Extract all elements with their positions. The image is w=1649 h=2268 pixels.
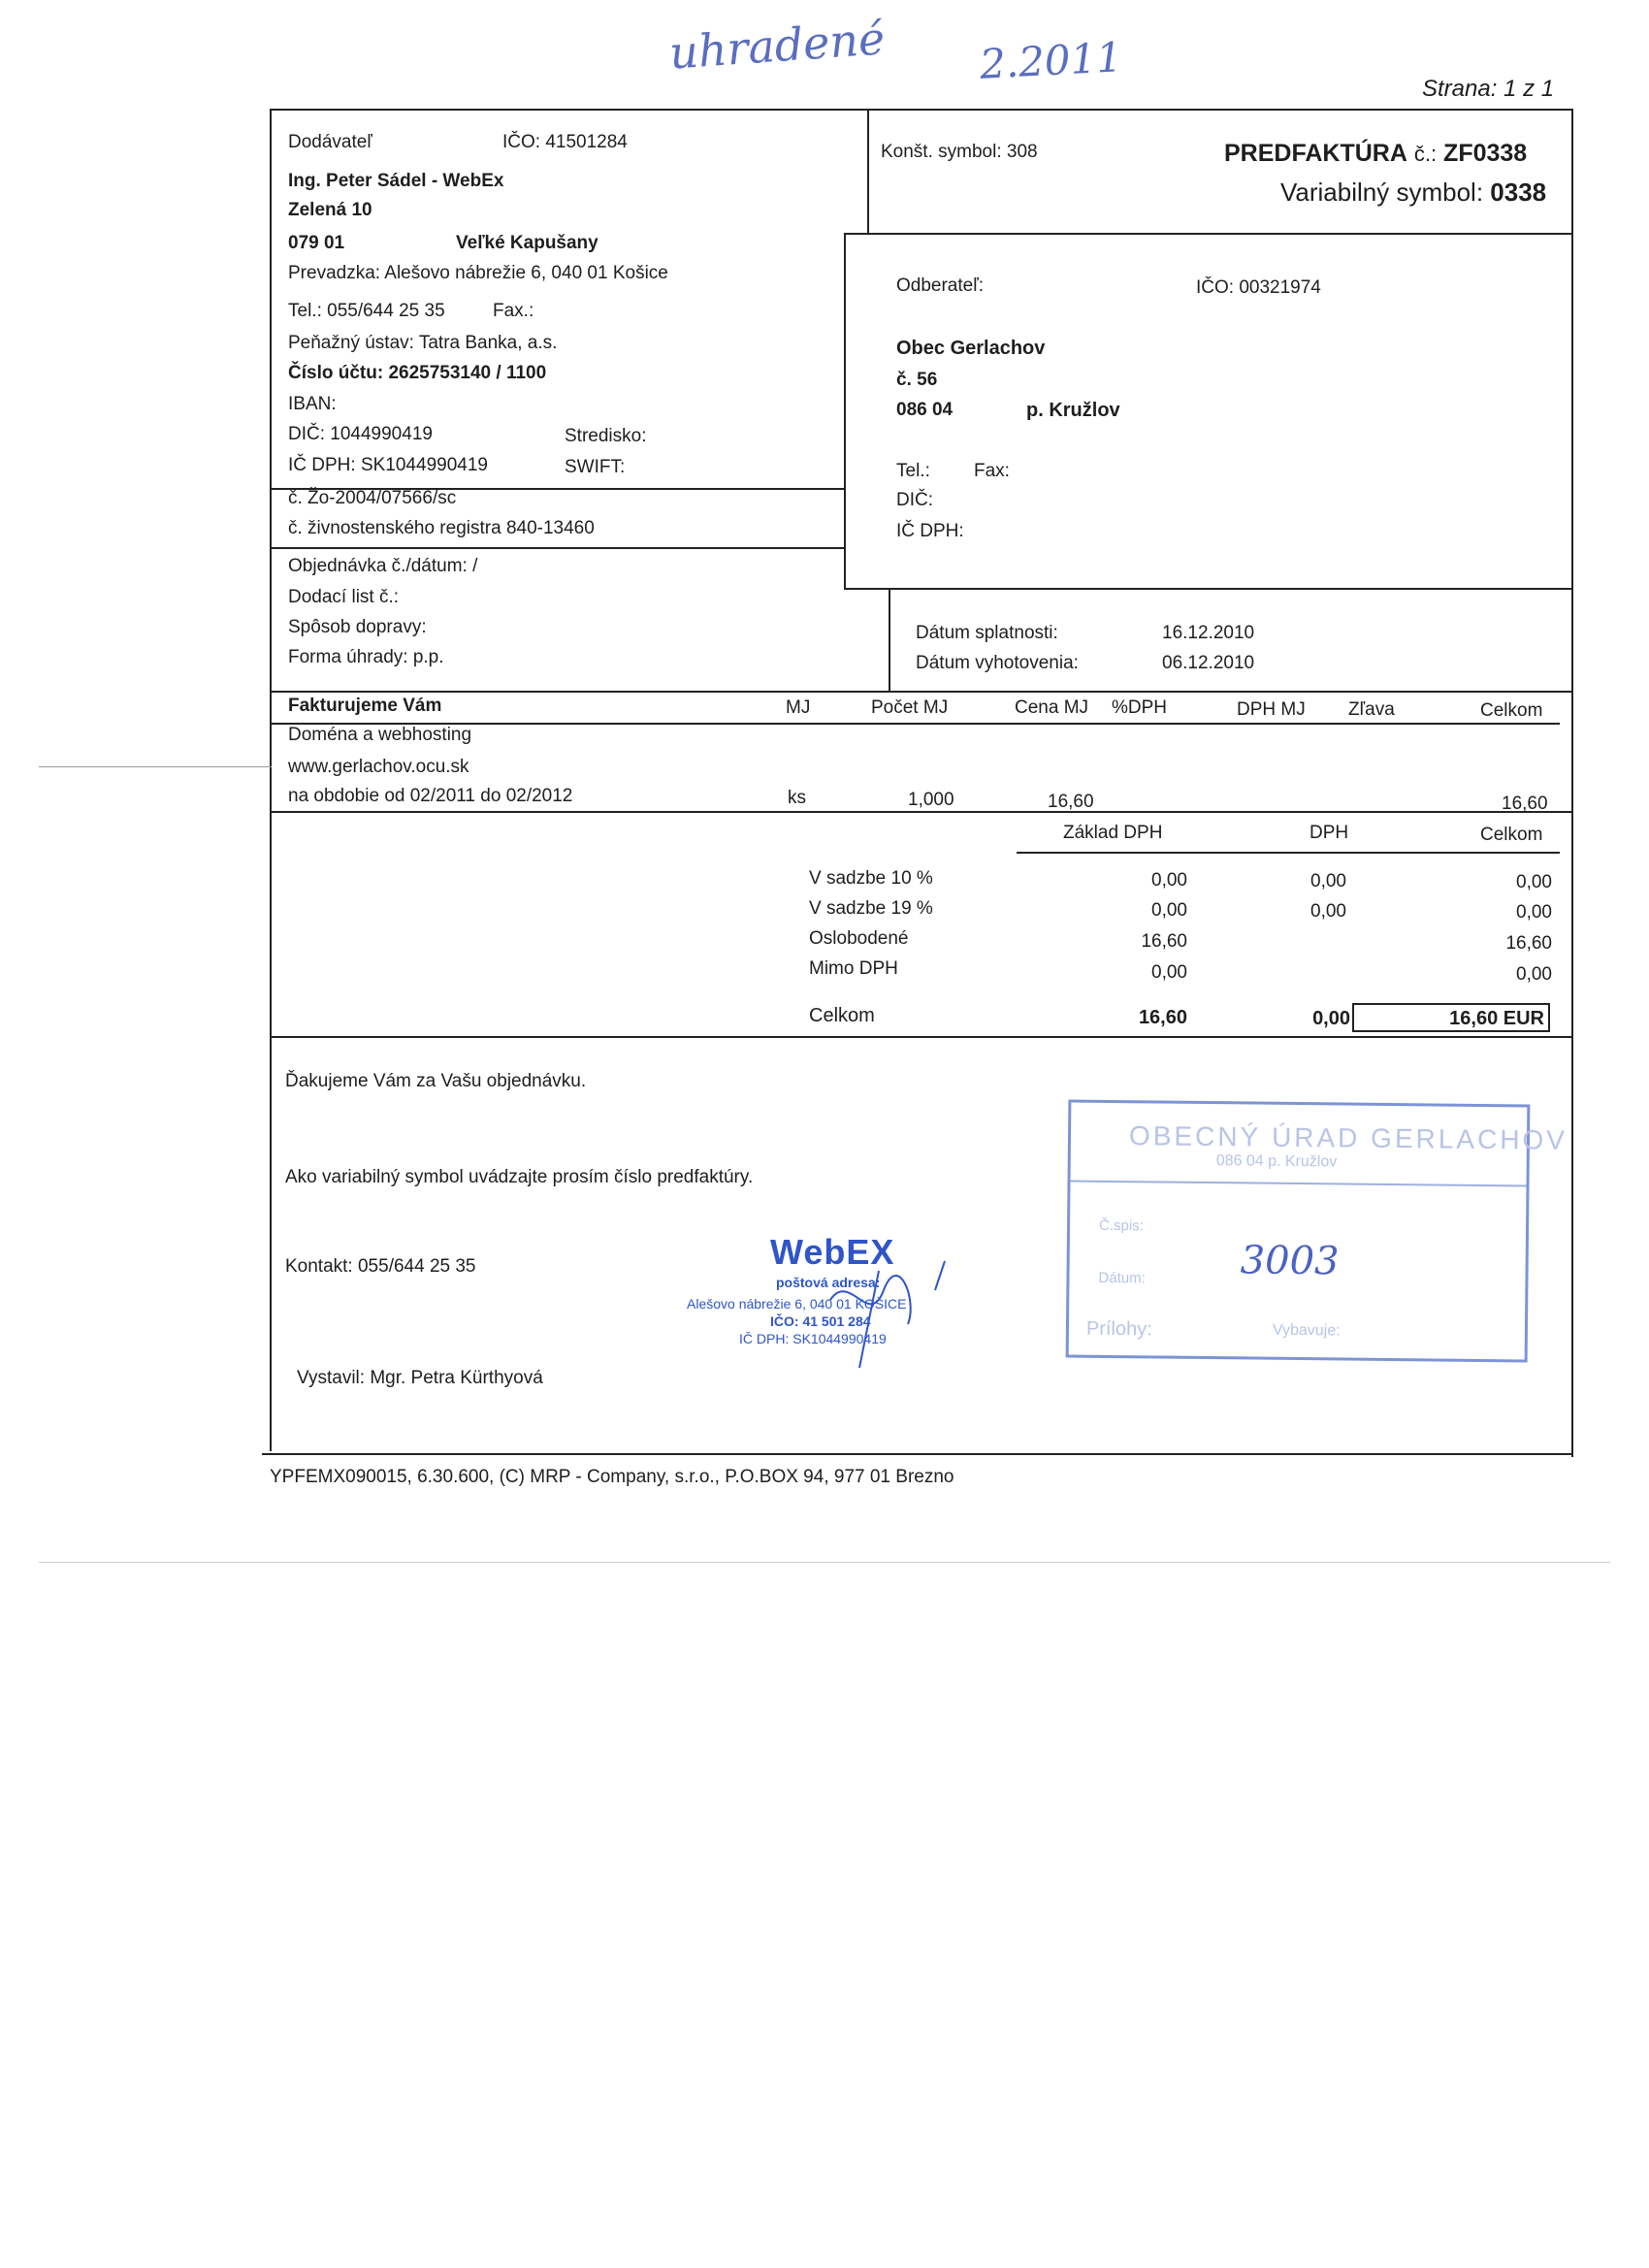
thank-you-note: Ďakujeme Vám za Vašu objednávku. — [285, 1071, 587, 1091]
variable-symbol-value: 0338 — [1490, 178, 1547, 207]
summary-row-total: 0,00 — [1516, 872, 1552, 892]
order-number: Objednávka č./dátum: / — [288, 556, 478, 576]
document-number: ZF0338 — [1443, 140, 1528, 167]
summary-row-vat: 0,00 — [1310, 871, 1346, 891]
supplier-tel: Tel.: 055/644 25 35 — [288, 301, 445, 321]
item-total: 16,60 — [1502, 794, 1548, 814]
customer-zip: 086 04 — [896, 400, 954, 420]
summary-head-vat: DPH — [1310, 823, 1349, 843]
summary-row-total: 0,00 — [1516, 902, 1552, 923]
payment-method: Forma úhrady: p.p. — [288, 647, 444, 667]
items-title: Fakturujeme Vám — [288, 696, 442, 716]
summary-row-base: 0,00 — [1151, 870, 1187, 891]
transport-method: Spôsob dopravy: — [288, 617, 427, 637]
delivery-note: Dodací list č.: — [288, 587, 400, 607]
customer-icdph: IČ DPH: — [896, 521, 964, 541]
supplier-dic: DIČ: 1044990419 — [288, 424, 433, 444]
stamp-line-4: IČ DPH: SK1044990419 — [739, 1331, 887, 1346]
supplier-stredisko: Stredisko: — [565, 426, 647, 446]
supplier-branch: Prevadzka: Alešovo nábrežie 6, 040 01 Košice — [288, 263, 668, 283]
col-unit-price: Cena MJ — [1015, 697, 1089, 718]
document-title — [1224, 140, 1527, 168]
supplier-icdph: IČ DPH: SK1044990419 — [288, 455, 488, 475]
page-number: Strana: 1 z 1 — [1422, 76, 1555, 102]
summary-row-total: 0,00 — [1516, 964, 1552, 985]
due-date: 16.12.2010 — [1162, 623, 1255, 643]
supplier-swift: SWIFT: — [565, 457, 626, 477]
handwritten-paid-note: uhradené — [667, 12, 887, 80]
registry-stamp-handler-label: Vybavuje: — [1272, 1321, 1341, 1340]
registry-stamp-number-label: Č.spis: — [1098, 1216, 1144, 1235]
constant-symbol: Konšt. symbol: 308 — [881, 142, 1038, 162]
variable-symbol — [1280, 178, 1546, 208]
registry-stamp-date-label: Dátum: — [1098, 1269, 1146, 1287]
customer-street: č. 56 — [896, 370, 938, 390]
summary-row-base: 0,00 — [1151, 900, 1187, 921]
stamp-line-2: Alešovo nábrežie 6, 040 01 KOŠICE — [687, 1296, 907, 1312]
summary-row-label: Oslobodené — [809, 928, 909, 949]
supplier-zip: 079 01 — [288, 233, 345, 253]
handwritten-registry-number: 3003 — [1240, 1238, 1340, 1284]
stamp-brand: WebEX — [770, 1232, 895, 1272]
summary-row-base: 0,00 — [1151, 962, 1187, 983]
customer-name: Obec Gerlachov — [896, 338, 1046, 359]
supplier-account: Číslo účtu: 2625753140 / 1100 — [288, 363, 547, 383]
contact: Kontakt: 055/644 25 35 — [285, 1256, 476, 1277]
customer-tel: Tel.: — [896, 461, 930, 481]
summary-row-label: Mimo DPH — [809, 958, 898, 979]
item-period: na obdobie od 02/2011 do 02/2012 — [288, 786, 573, 806]
col-vat-unit: DPH MJ — [1237, 699, 1306, 720]
summary-row-label: V sadzbe 10 % — [809, 868, 933, 889]
item-unit-price: 16,60 — [1048, 792, 1094, 812]
registry-stamp — [1066, 1100, 1568, 1363]
col-mj: MJ — [786, 697, 811, 718]
summary-head-base: Základ DPH — [1063, 823, 1163, 843]
summary-row-vat: 0,00 — [1310, 901, 1346, 922]
supplier-fax: Fax.: — [493, 301, 534, 321]
payment-reference-note: Ako variabilný symbol uvádzajte prosím číslo predfaktúry. — [285, 1167, 754, 1187]
due-date-label: Dátum splatnosti: — [916, 623, 1058, 643]
col-vat-percent: %DPH — [1112, 697, 1168, 718]
stamp-line-3: IČO: 41 501 284 — [770, 1313, 871, 1329]
summary-total-vat: 0,00 — [1312, 1008, 1350, 1029]
supplier-ico: IČO: 41501284 — [502, 132, 628, 152]
summary-row-total: 16,60 — [1505, 933, 1552, 954]
col-quantity: Počet MJ — [871, 697, 949, 718]
company-stamp — [685, 1232, 1005, 1377]
item-description: Doména a webhosting — [288, 725, 472, 745]
summary-head-total: Celkom — [1480, 825, 1543, 845]
customer-city: p. Kružlov — [1026, 400, 1120, 421]
registry-stamp-title: OBECNÝ ÚRAD GERLACHOV — [1128, 1120, 1568, 1155]
customer-label: Odberateľ: — [896, 275, 985, 296]
summary-total-base: 16,60 — [1138, 1007, 1187, 1028]
customer-ico: IČO: 00321974 — [1196, 277, 1321, 298]
registry-stamp-subtitle: 086 04 p. Kružlov — [1215, 1152, 1338, 1171]
item-quantity: 1,000 — [908, 790, 954, 810]
summary-total-label: Celkom — [809, 1005, 875, 1026]
variable-symbol-label: Variabilný symbol: — [1280, 178, 1484, 207]
supplier-street: Zelená 10 — [288, 200, 372, 220]
summary-row-base: 16,60 — [1141, 931, 1187, 952]
customer-fax: Fax: — [974, 461, 1010, 481]
issue-date-label: Dátum vyhotovenia: — [916, 653, 1079, 673]
document-type: PREDFAKTÚRA — [1224, 140, 1407, 167]
software-footer: YPFEMX090015, 6.30.600, (C) MRP - Company, s.r.o., P.O.BOX 94, 977 01 Brezno — [270, 1467, 954, 1487]
stamp-line-1: poštová adresa: — [776, 1275, 881, 1290]
supplier-registration-2: č. živnostenského registra 840-13460 — [288, 518, 595, 538]
grand-total-box: 16,60 EUR — [1352, 1003, 1550, 1032]
col-total: Celkom — [1480, 700, 1543, 721]
supplier-city: Veľké Kapušany — [456, 233, 598, 253]
issue-date: 06.12.2010 — [1162, 653, 1255, 673]
supplier-name: Ing. Peter Sádel - WebEx — [288, 171, 504, 191]
item-unit: ks — [788, 788, 806, 808]
supplier-registration-1: č. Žo-2004/07566/sc — [288, 488, 457, 508]
supplier-iban: IBAN: — [288, 394, 337, 414]
handwritten-date-note: 2.2011 — [978, 33, 1124, 88]
supplier-label: Dodávateľ — [288, 132, 372, 152]
document-number-label: č.: — [1413, 142, 1438, 166]
col-discount: Zľava — [1348, 699, 1395, 720]
signature-mark — [685, 1232, 1005, 1377]
supplier-bank: Peňažný ústav: Tatra Banka, a.s. — [288, 333, 558, 353]
registry-stamp-attachments-label: Prílohy: — [1085, 1317, 1152, 1341]
issued-by: Vystavil: Mgr. Petra Kürthyová — [297, 1368, 543, 1388]
item-website: www.gerlachov.ocu.sk — [288, 757, 469, 777]
summary-row-label: V sadzbe 19 % — [809, 898, 933, 919]
customer-dic: DIČ: — [896, 490, 933, 510]
